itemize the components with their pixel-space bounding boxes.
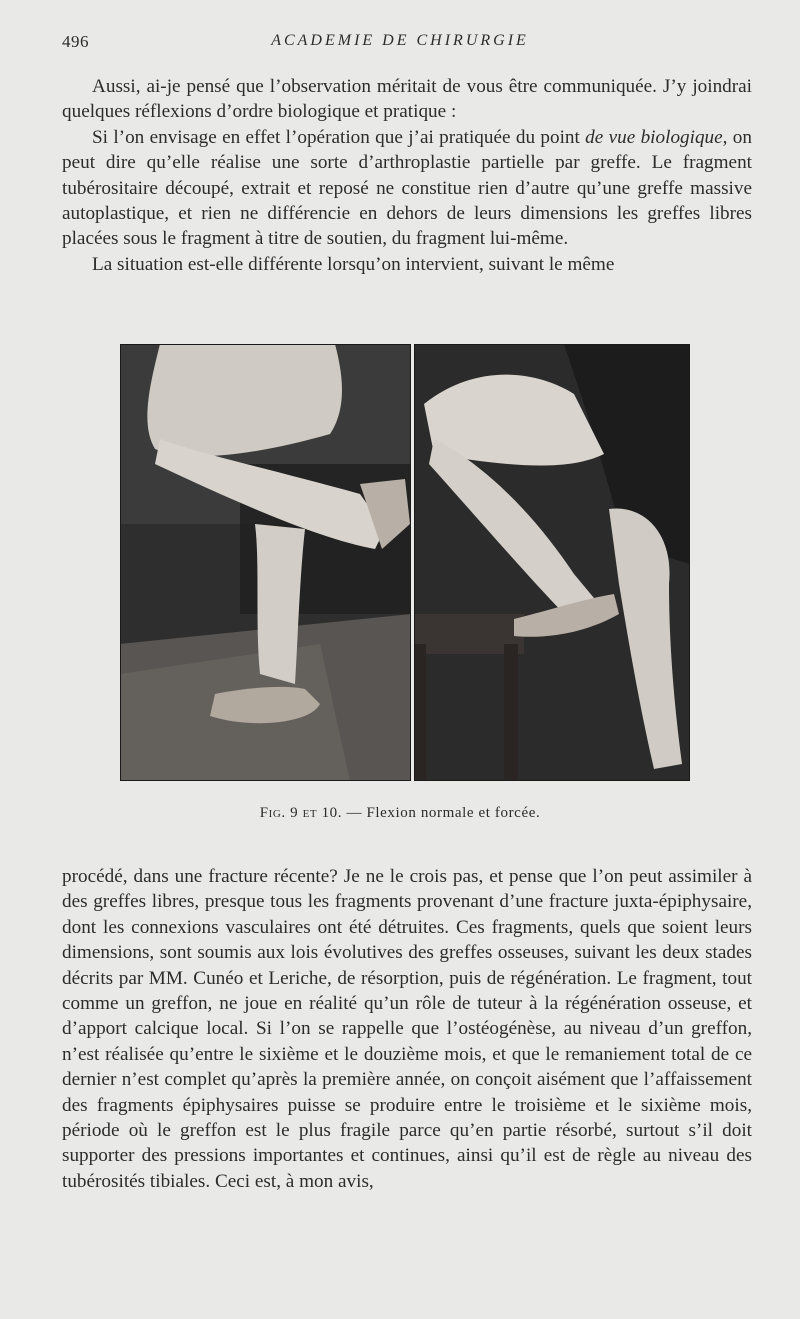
photo-fig-10-image [414, 344, 690, 781]
running-head: ACADEMIE DE CHIRURGIE [271, 32, 529, 49]
photo-fig-10 [414, 344, 690, 781]
paragraph [62, 125, 752, 252]
text-block-bottom [62, 864, 752, 1194]
figure-caption-text: — Flexion normale et forcée. [342, 805, 541, 821]
photo-fig-9-image [120, 344, 411, 781]
paragraph: procédé, dans une fracture récente? Je ne le crois pas, et pense que l’on peut assimiler à des greffes libres, presque tous les fragments provenant d’une fracture juxta-épiphysaire, dont les connexions vasculaires ont été détruites. Ces fragments, quels que soient leurs dimensions, sont soumis aux lois évolutives des greffes osseuses, suivant les deux stades décrits par MM. Cunéo et Leriche, de résorption, puis de régénération. Le fragment, tout comme un greffon, ne joue en réalité qu’un rôle de tuteur à la régénération osseuse, et d’apport calcique local. Si l’on se rappelle que l’ostéogénèse, au niveau d’un greffon, n’est réalisée qu’entre le sixième et le douzième mois, et que le remaniement total de ce dernier n’est complet qu’après la première année, on conçoit aisément que l’affaissement des fragments épiphysaires puisse se produire entre le troisième et le sixième mois, période où le greffon est le plus fragile parce qu’en partie résorbé, surtout s’il doit supporter des pressions importantes et continues, ainsi qu’il est de règle au niveau des tubérosités tibiales. Ceci est, à mon avis, [62, 866, 752, 1192]
photo-fig-9 [120, 344, 411, 781]
text-run: , on peut dire qu’elle réalise une sorte d’arthroplastie partielle par greffe. Le fragment tubérositaire découpé, extrait et reposé ne constitue rien d’autre qu’une greffe massive autoplastique, et rien ne différencie en dehors de leurs dimensions les greffes libres placées sous le fragment à titre de soutien, du fragment lui-même. [62, 126, 752, 250]
italic-run: de vue biologique [585, 126, 723, 148]
text-run: Si l’on envisage en effet l’opération que j’ai pratiquée du point [92, 126, 586, 148]
figure-caption-label: Fig. 9 et 10. [259, 805, 343, 821]
figure-caption [0, 805, 800, 822]
figure [120, 344, 690, 781]
page-number: 496 [62, 32, 89, 51]
paragraph: La situation est-elle différente lorsqu’on intervient, suivant le même [92, 253, 615, 275]
text-block-top [62, 74, 752, 277]
paragraph: Aussi, ai-je pensé que l’observation méritait de vous être communiquée. J’y joindrai quelques réflexions d’ordre biologique et pratique : [62, 76, 752, 123]
